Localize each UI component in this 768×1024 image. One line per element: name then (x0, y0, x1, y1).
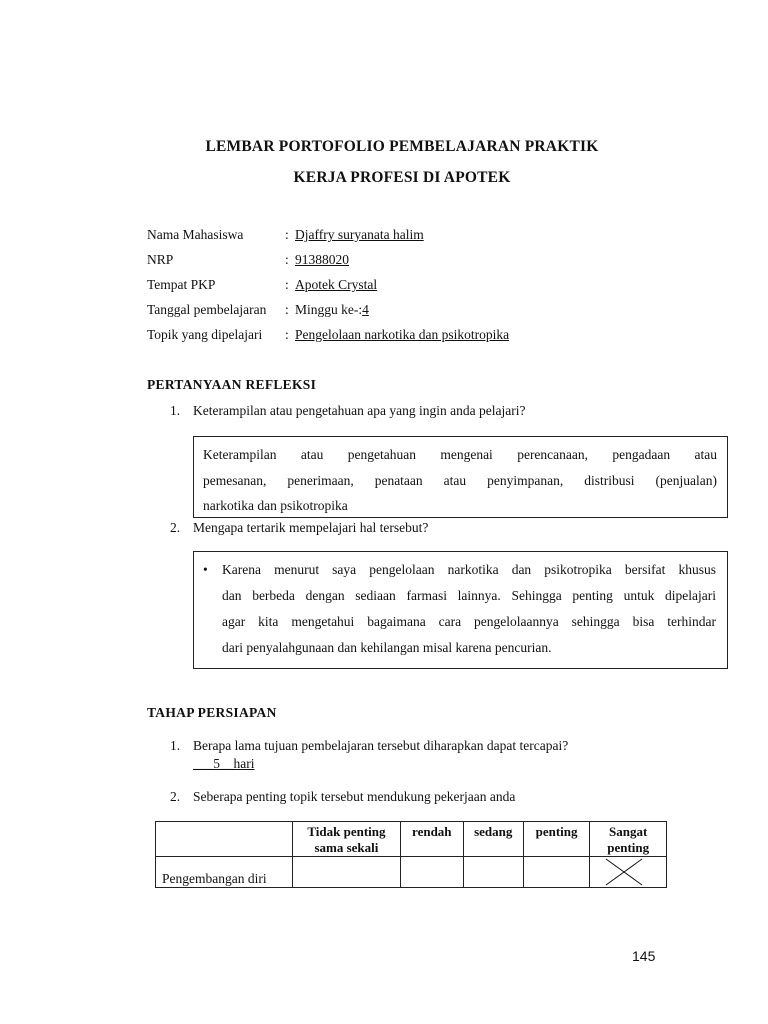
info-value: Pengelolaan narkotika dan psikotropika (295, 327, 510, 342)
header-text: Tidak penting (307, 824, 386, 839)
answer-line: pemesanan, penerimaan, penataan atau penyimpanan, distribusi (penjualan) (203, 472, 717, 488)
answer-line: narkotika dan psikotropika (203, 498, 348, 513)
info-separator: : (285, 302, 289, 317)
table-header-row (156, 822, 667, 857)
answer-line: agar kita mengetahui bagaimana cara pengelolaannya sehingga bisa terhindar (222, 614, 716, 629)
info-value-week: 4 (362, 302, 369, 317)
info-value: Apotek Crystal (295, 277, 378, 292)
question-number: 2. (170, 520, 181, 535)
answer-box-1 (193, 436, 728, 518)
row-label: Pengembangan diri (156, 857, 293, 888)
rating-cell[interactable] (400, 857, 463, 888)
table-header-medium (463, 822, 523, 857)
table-header-important (523, 822, 590, 857)
page-number: 145 (632, 948, 656, 964)
info-label: Topik yang dipelajari (147, 327, 263, 342)
duration-answer: ___5__hari (193, 756, 255, 771)
table-header-very-important (590, 822, 667, 857)
header-text: rendah (412, 824, 452, 839)
answer-line: Karena menurut saya pengelolaan narkotika dan psikotropika bersifat khusus (222, 562, 716, 577)
rating-cell[interactable] (293, 857, 401, 888)
header-text: penting (607, 840, 650, 855)
importance-table (155, 821, 667, 888)
table-header-not-important (293, 822, 401, 857)
answer-line: Keterampilan atau pengetahuan mengenai perencanaan, pengadaan atau (203, 447, 717, 462)
answer-line: dan berbeda dengan sediaan farmasi lainnya. Sehingga penting untuk dipelajari (222, 588, 716, 603)
answer-line: dari penyalahgunaan dan kehilangan misal karena pencurian. (222, 640, 552, 655)
header-text: Sangat (609, 824, 648, 839)
question-text: Seberapa penting topik tersebut mendukung pekerjaan anda (193, 789, 516, 804)
rating-cell[interactable] (463, 857, 523, 888)
answer-box-2 (193, 551, 728, 669)
info-value (295, 302, 369, 318)
bullet-icon: • (203, 562, 208, 577)
question-number: 1. (170, 403, 181, 418)
doc-title-line1: LEMBAR PORTOFOLIO PEMBELAJARAN PRAKTIK (205, 138, 599, 155)
info-value: 91388020 (295, 252, 349, 267)
question-number: 2. (170, 789, 181, 804)
question-text: Berapa lama tujuan pembelajaran tersebut diharapkan dapat tercapai? (193, 738, 569, 753)
info-label: Nama Mahasiswa (147, 227, 244, 242)
section-heading-preparation: TAHAP PERSIAPAN (147, 705, 277, 720)
header-text: sedang (474, 824, 513, 839)
header-text: penting (535, 824, 578, 839)
question-number: 1. (170, 738, 181, 753)
info-value: Djaffry suryanata halim (295, 227, 424, 242)
rating-cell[interactable] (523, 857, 590, 888)
question-text: Keterampilan atau pengetahuan apa yang ingin anda pelajari? (193, 403, 526, 418)
rating-cell-selected[interactable] (590, 857, 667, 888)
doc-title-line2: KERJA PROFESI DI APOTEK (293, 169, 511, 186)
header-text: sama sekali (314, 840, 379, 855)
info-value-prefix: Minggu ke-: (295, 302, 363, 317)
table-header-empty (156, 822, 293, 857)
cross-mark-icon (590, 857, 662, 887)
table-row (156, 857, 667, 888)
info-separator: : (285, 327, 289, 342)
info-label: Tempat PKP (147, 277, 216, 292)
info-separator: : (285, 277, 289, 292)
info-label: NRP (147, 252, 174, 267)
question-text: Mengapa tertarik mempelajari hal tersebut? (193, 520, 429, 535)
info-separator: : (285, 252, 289, 267)
table-header-low (400, 822, 463, 857)
section-heading-reflection: PERTANYAAN REFLEKSI (147, 377, 317, 392)
info-label: Tanggal pembelajaran (147, 302, 267, 317)
info-separator: : (285, 227, 289, 242)
